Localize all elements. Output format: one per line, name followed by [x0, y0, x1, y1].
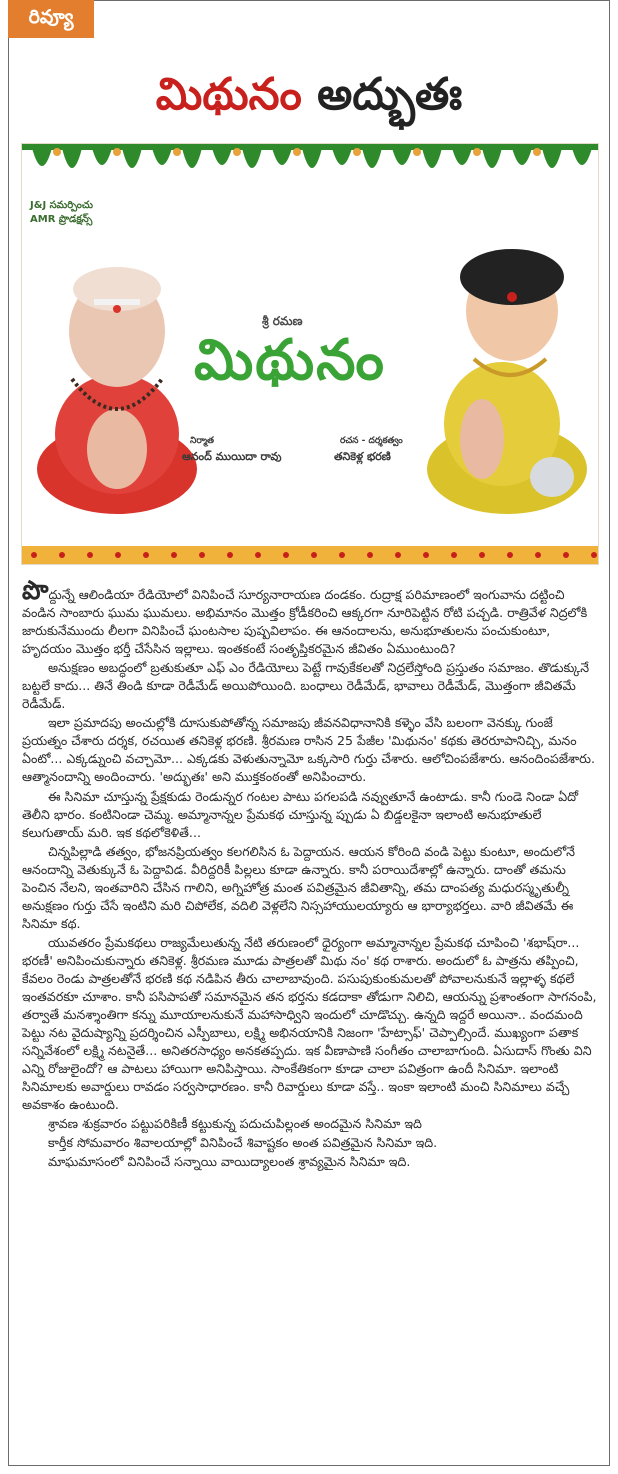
paragraph-1-text: ద్దున్నే ఆలిండియా రేడియోలో వినిపించే సూర్యనారాయణ దండకం. రుద్రాక్ష పరిమాణంలో ఇంగువాను దట్టించి వండిన సాంబారు ఘుమ ఘుమలు. అభిమానం మొత్తం క్రోడీకరించి ఆక్కరగా నూరిపెట్టిన రోటి పచ్చడి. రాత్రివేళ నిద్రలోకి జారుకునేముందు లీలగా వినిపించే ఘంటసాల పుష్పవిలాపం. ఈ ఆనందాలను, అనుభూతులను పంచుకుంటూ, హృదయం మొత్తం భర్తీ చేసేసిన ఇల్లాలు. ఇంతకంటే సంతృప్తికరమైన జీవితం ఏముంటుంది?: [22, 587, 588, 657]
producer-name: ఆనంద్ ముయిదా రావు: [182, 450, 282, 463]
paragraph-4: ఈ సినిమా చూస్తున్న ప్రేక్షకుడు రెండున్నర గంటల పాటు పగలపడి నవ్వుతూనే ఉంటాడు. కానీ గుండె నిండా ఏదో తెలీని భారం. కంటినిండా చెమ్మ. అమ్మానాన్నల ప్రేమకథ చూస్తున్న ప్పుడు ఏ బిడ్డలకైనా ఇలాంటి అనుభూతులే కలుగుతాయ్ మరి. ఇక కథలోకెళితే...: [22, 788, 579, 840]
movie-poster: [21, 143, 599, 565]
grandmother-doll-image: [422, 239, 592, 519]
paragraph-1: [22, 576, 598, 658]
headline: [0, 60, 618, 130]
paragraph-6: యువతరం ప్రేమకథలు రాజ్యమేలుతున్న నేటి తరుణంలో ధైర్యంగా అమ్మానాన్నల ప్రేమకథ చూపించి 'శభాష్‌రా... భరణీ' అనిపించుకున్నారు తనికెళ్ల. శ్రీరమణ మూడు పాత్రలతో మిథు నం' కథ రాశారు. అందులో ఓ పాత్రను తప్పించి, కేవలం రెండు పాత్రలతోనే భరణి కథ నడిపిన తీరు చాలాబావుంది. పసుపుకుంకుమలతో పోవాలనుకునే ఇల్లాళ్ళ కథలే ఇంతవరకూ చూశాం. కానీ పసిపాపతో సమానమైన తన భర్తను కడదాకా తోడుగా నిలిచి, ఆయన్ను ప్రశాంతంగా సాగనంపి, తర్వాతే మనశ్శాంతిగా కన్ను మూయాలనుకునే మహాసాధ్విని ఇందులో చూడొచ్చు. ఉన్నది ఇద్దరే అయినా.. వందమంది పెట్టు నట వైదుష్యాన్ని ప్రదర్శించిన ఎస్పీబాలు, లక్ష్మి అభినయానికి నిజంగా 'హేట్సాఫ్' చెప్పాల్సిందే. ముఖ్యంగా పతాక సన్నివేశంలో లక్ష్మి నటనైతే... అనితరసాధ్యం అనకతప్పదు. ఇక వీణాపాణి సంగీతం చాలాబాగుంది. ఏసుదాస్ గొంతు విని ఎన్ని రోజులైందో? ఆ పాటలు హాయిగా అనిపిస్తాయి. సాంకేతికంగా కూడా చాలా పవిత్రంగా ఉందీ సినిమా. ఇలాంటి సినిమాలకు అవార్డులు రావడం సర్వసాధారణం. కానీ రివార్డులు కూడా వస్తే.. ఇంకా ఇలాంటి మంచి సినిమాలు వచ్చే అవకాశం ఉంటుంది.: [22, 934, 597, 1113]
grandfather-doll-image: [32, 239, 202, 519]
decorative-border: [22, 546, 599, 564]
poster-title: మిథునం: [194, 328, 386, 393]
headline-part2: అద్భుతః: [317, 69, 463, 120]
studio-credit: [30, 199, 93, 227]
headline-part1: మిథునం: [155, 69, 302, 120]
mango-leaf-garland: [22, 144, 599, 202]
paragraph-9: మాఘమాసంలో వినిపించే సన్నాయి వాయిద్యాలంత శ్రావ్యమైన సినిమా ఇది.: [48, 1154, 411, 1170]
article-body: [22, 576, 598, 1173]
dropcap: పొ: [22, 576, 49, 606]
director-label: రచన - దర్శకత్వం: [340, 436, 403, 446]
paragraph-3: ఇలా ప్రమాదపు అంచుల్లోకి దూసుకుపోతోన్న సమాజపు జీవనవిధానానికి కళ్ళెం వేసి బలంగా వెనక్కు గుంజే ప్రయత్నం చేశారు దర్శక, రచయిత తనికెళ్ల భరణి. శ్రీరమణ రాసిన 25 పేజీల 'మిథునం' కథకు తెరరూపానిచ్చి, మనం ఏంటో... ఎక్కడ్నుంచి వచ్చామో... ఎక్కడకు వెళుతున్నామో ఒక్కసారి గుర్తు చేశారు. ఆలోచింపజేశారు. ఆనందింపజేశారు. ఆత్మానందాన్ని అందించారు. 'అద్భుతః' అని ముక్తకంఠంతో అనిపించారు.: [22, 715, 595, 785]
paragraph-2: అనుక్షణం అబద్ధంలో బ్రతుకుతూ ఎఫ్ ఎం రేడియోలు పెట్టే గావుకేకలతో నిద్రలేస్తోంది ప్రస్తుతం సమాజం. తొడుక్కునే బట్టలే కాదు... తినే తిండి కూడా రెడీమేడ్ అయిపోయింది. బంధాలు రెడీమేడ్, భావాలు రెడీమేడ్, మొత్తంగా జీవితమే రెడీమేడ్.: [22, 660, 590, 712]
paragraph-8: కార్తీక సోమవారం శివాలయాల్లో వినిపించే శివాష్టకం అంత పవిత్రమైన సినిమా ఇది.: [48, 1135, 438, 1151]
director-name: తనికెళ్ల భరణి: [334, 450, 391, 463]
poster-author: శ్రీ రమణ: [262, 314, 303, 328]
paragraph-5: చిన్నపిల్లాడి తత్వం, భోజనప్రియత్వం కలగలిసిన ఓ పెద్దాయన. ఆయన కోరింది వండి పెట్టు కుంటూ, అందులోనే ఆనందాన్ని వెతుక్కునే ఓ పెద్దావిడ. వీరిద్దరికీ పిల్లలు కూడా ఉన్నారు. కానీ పరాయిదేశాల్లో ఉన్నారు. దాంతో తమను పెంచిన నేలని, ఇంతవారిని చేసిన గాలిని, అగ్నిహోత్ర మంత పవిత్రమైన జీవితాన్ని, తమ దాంపత్య మధురస్మృతుల్నీ అనుక్షణం గుర్తు చేసే ఇంటిని మరి చిపోలేక, వదిలి వెళ్లలేని నిస్సహాయులయ్యారు ఆ భార్యాభర్తలు. వారి జీవితమే ఈ సినిమా కథ.: [22, 843, 575, 931]
studio-line1: J&J సమర్పించు: [30, 200, 93, 211]
section-tag: రివ్యూ: [8, 0, 94, 38]
producer-label: నిర్మాత: [190, 436, 215, 446]
paragraph-7: శ్రావణ శుక్రవారం పట్టుపరికిణీ కట్టుకున్న పదుచుపిల్లంత అందమైన సినిమా ఇది: [48, 1116, 422, 1132]
studio-line2: AMR ప్రొడక్షన్స్: [30, 214, 93, 225]
